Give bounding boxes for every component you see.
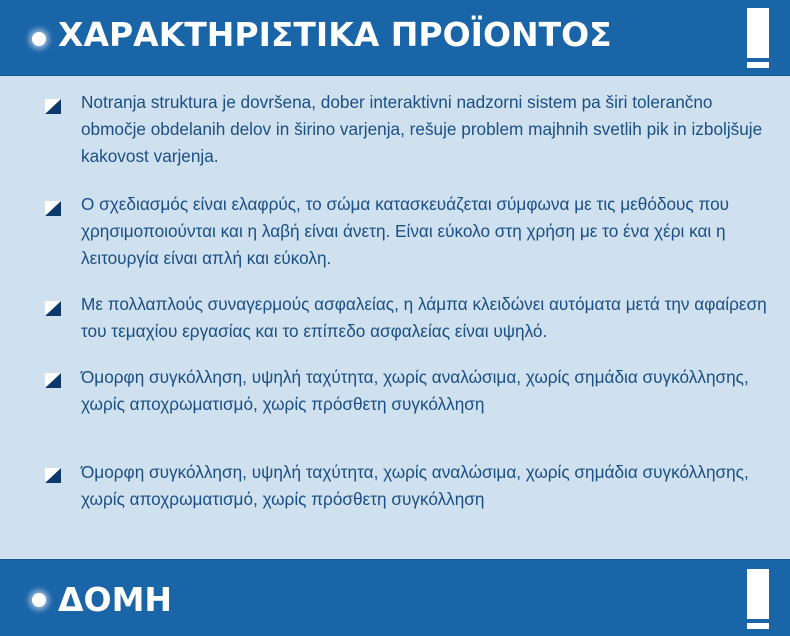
section-title-structure: ΔΟΜΗ bbox=[58, 580, 173, 619]
glow-dot-icon bbox=[32, 32, 46, 46]
feature-text: Όμορφη συγκόλληση, υψηλή ταχύτητα, χωρίς αναλώσιμα, χωρίς σημάδια συγκόλλησης, χωρίς αποχρωματισμό, χωρίς πρόσθετη συγκόλληση bbox=[81, 462, 749, 509]
features-list bbox=[0, 77, 790, 559]
section-header-features bbox=[0, 0, 790, 76]
feature-text: Με πολλαπλούς συναγερμούς ασφαλείας, η λάμπα κλειδώνει αυτόματα μετά την αφαίρεση του τεμαχίου εργασίας και το επίπεδο ασφαλείας είναι υψηλό. bbox=[81, 294, 767, 341]
triangle-square-bullet-icon bbox=[45, 99, 61, 114]
glow-dot-icon bbox=[32, 593, 46, 607]
section-title-features: ΧΑΡΑΚΤΗΡΙΣΤΙΚΑ ΠΡΟΪΟΝΤΟΣ bbox=[58, 15, 612, 54]
feature-text: Όμορφη συγκόλληση, υψηλή ταχύτητα, χωρίς αναλώσιμα, χωρίς σημάδια συγκόλλησης, χωρίς αποχρωματισμό, χωρίς πρόσθετη συγκόλληση bbox=[81, 367, 749, 414]
feature-text: Notranja struktura je dovršena, dober interaktivni nadzorni sistem pa širi tolerančno območje obdelanih delov in širino varjenja, rešuje problem majhnih svetlih pik in izboljšuje kakovost varjenja. bbox=[81, 92, 763, 166]
section-header-structure bbox=[0, 559, 790, 636]
triangle-square-bullet-icon bbox=[45, 201, 61, 216]
triangle-square-bullet-icon bbox=[45, 468, 61, 483]
exclamation-icon bbox=[747, 569, 769, 629]
triangle-square-bullet-icon bbox=[45, 373, 61, 388]
feature-text: Ο σχεδιασμός είναι ελαφρύς, το σώμα κατασκευάζεται σύμφωνα με τις μεθόδους που χρησιμοποιούνται και η λαβή είναι άνετη. Είναι εύκολο στη χρήση με το ένα χέρι και η λειτουργία είναι απλή και εύκολη. bbox=[81, 194, 730, 268]
triangle-square-bullet-icon bbox=[45, 301, 61, 316]
exclamation-icon bbox=[747, 8, 769, 68]
